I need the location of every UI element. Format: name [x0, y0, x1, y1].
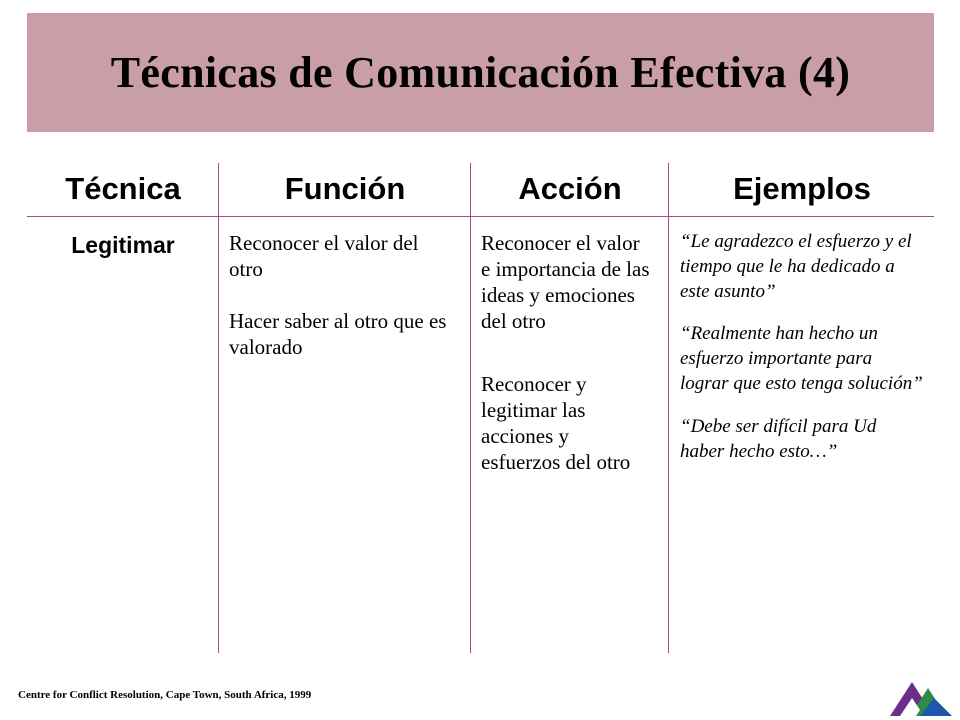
column-header-tecnica: Técnica	[65, 171, 181, 206]
row-label-tecnica: Legitimar	[71, 232, 175, 258]
ejemplo-quote: “Realmente han hecho un esfuerzo importante para lograr que esto tenga solución”	[680, 323, 923, 394]
column-divider	[218, 163, 219, 653]
ejemplos-cell	[680, 229, 925, 464]
accion-cell	[481, 230, 651, 475]
ejemplo-quote: “Le agradezco el esfuerzo y el tiempo que le ha dedicado a este asunto”	[680, 231, 912, 302]
funcion-cell	[229, 230, 447, 360]
funcion-item: Hacer saber al otro que es valorado	[229, 309, 447, 359]
slide-title: Técnicas de Comunicación Efectiva (4)	[110, 48, 851, 97]
column-header-ejemplos: Ejemplos	[733, 171, 871, 206]
column-header-accion: Acción	[518, 171, 622, 206]
triangle-logo-icon	[890, 676, 952, 716]
title-banner	[27, 13, 934, 132]
funcion-item: Reconocer el valor del otro	[229, 231, 419, 281]
column-divider	[470, 163, 471, 653]
ejemplo-quote: “Debe ser difícil para Ud haber hecho esto…”	[680, 416, 877, 462]
column-divider	[668, 163, 669, 653]
column-header-funcion: Función	[284, 171, 406, 206]
header-rule	[27, 216, 934, 217]
accion-item: Reconocer el valor e importancia de las ideas y emociones del otro	[481, 231, 650, 333]
source-footer: Centre for Conflict Resolution, Cape Town, South Africa, 1999	[18, 689, 312, 701]
accion-item: Reconocer y legitimar las acciones y esfuerzos del otro	[481, 372, 631, 474]
